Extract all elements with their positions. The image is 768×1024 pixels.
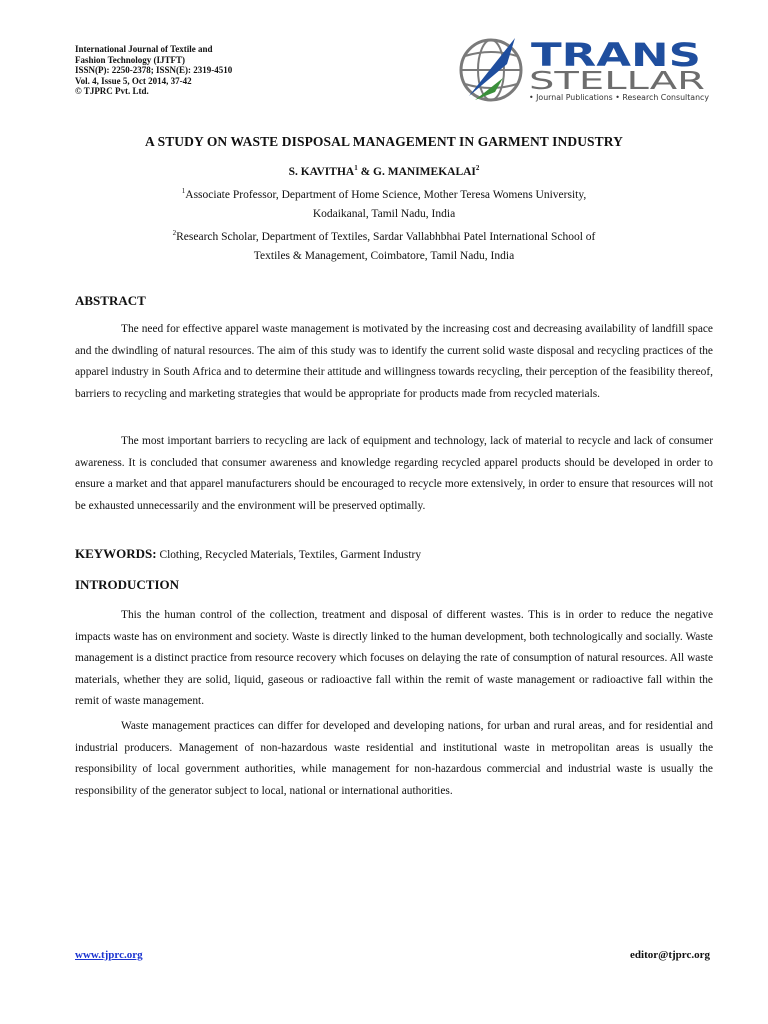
- abstract-paragraph-1: The need for effective apparel waste management is motivated by the increasing cost and decreasing availability of landfill space and the dwindling of natural resources. The aim of this study was to identify the current solid waste disposal and recycling practices of the apparel industry in South Africa and to determine their attitude and willingness towards recycling, their perception of the feasibility thereof, barriers to recycling and marketing strategies that would be appropriate for products made from recycled materials.: [75, 323, 713, 400]
- affiliation-2-line2: Textiles & Management, Coimbatore, Tamil Nadu, India: [253, 250, 515, 262]
- introduction-heading: INTRODUCTION: [75, 577, 180, 592]
- abstract-heading: ABSTRACT: [75, 293, 146, 308]
- globe-icon: [461, 38, 521, 100]
- logo-word-trans: TRANS: [531, 36, 701, 74]
- affiliation-2-line1: [0, 229, 768, 243]
- journal-volume: Vol. 4, Issue 5, Oct 2014, 37-42: [75, 75, 192, 86]
- introduction-paragraph-1: This the human control of the collection, treatment and disposal of different wastes. This is in order to reduce the negative impacts waste has on environment and society. Waste is directly linked to the human development, both technologically and socially. Waste management is a distinct practice from resource recovery which focuses on delaying the rate of consumption of natural resources. All waste materials, whether they are solid, liquid, gaseous or radioactive fall within the remit of waste management or radioactive fall within the remit of waste management.: [75, 609, 713, 708]
- affiliation-1-line1: [0, 187, 768, 201]
- affiliation-2-superscript: 2: [172, 229, 177, 237]
- journal-copyright: © TJPRC Pvt. Ltd.: [75, 86, 149, 97]
- abstract-paragraph-2: The most important barriers to recycling are lack of equipment and technology, lack of material to recycle and lack of consumer awareness. It is concluded that consumer awareness and knowledge regarding recycled apparel products should be developed in order to ensure a market and that apparel manufacturers should be encouraged to recycle more extensively, in order to ensure that resources will not be exhausted unnecessarily and the environment will be preserved optimally.: [75, 435, 713, 512]
- journal-name-line2: Fashion Technology (IJTFT): [75, 54, 186, 65]
- author-1: S. KAVITHA: [288, 165, 355, 178]
- affiliation-2-text: Research Scholar, Department of Textiles, Sardar Vallabhbhai Patel International School of: [176, 230, 596, 243]
- affiliation-1-text: Associate Professor, Department of Home Science, Mother Teresa Womens University,: [185, 188, 587, 201]
- keywords-label: KEYWORDS:: [75, 546, 157, 561]
- logo-word-stellar: STELLAR: [529, 66, 705, 95]
- journal-name-line1: International Journal of Textile and: [75, 44, 213, 54]
- author-2-superscript: 2: [475, 164, 480, 172]
- paper-title: A STUDY ON WASTE DISPOSAL MANAGEMENT IN GARMENT INDUSTRY: [145, 134, 623, 149]
- logo-tagline: • Journal Publications • Research Consultancy: [529, 93, 710, 102]
- footer-website-link[interactable]: www.tjprc.org: [75, 949, 143, 961]
- keywords-line: [75, 546, 421, 562]
- introduction-paragraph-2: Waste management practices can differ for developed and developing nations, for urban and rural areas, and for residential and industrial producers. Management of non-hazardous waste residential and institutional waste in metropolitan areas is usually the responsibility of local government authorities, while management for non-hazardous commercial and industrial waste is usually the responsibility of the generator subject to local, national or international authorities.: [75, 720, 713, 797]
- footer-email: editor@tjprc.org: [630, 949, 710, 961]
- journal-info: [75, 44, 315, 97]
- author-2: G. MANIMEKALAI: [373, 165, 476, 178]
- author-1-superscript: 1: [354, 164, 358, 172]
- author-separator: &: [357, 165, 374, 178]
- journal-issn: ISSN(P): 2250-2378; ISSN(E): 2319-4510: [75, 65, 233, 76]
- publisher-logo: [455, 34, 720, 106]
- affiliation-1-line2: Kodaikanal, Tamil Nadu, India: [312, 208, 456, 220]
- affiliation-1-superscript: 1: [181, 187, 186, 195]
- keywords-text: Clothing, Recycled Materials, Textiles, Garment Industry: [156, 549, 422, 561]
- author-line: [0, 164, 768, 178]
